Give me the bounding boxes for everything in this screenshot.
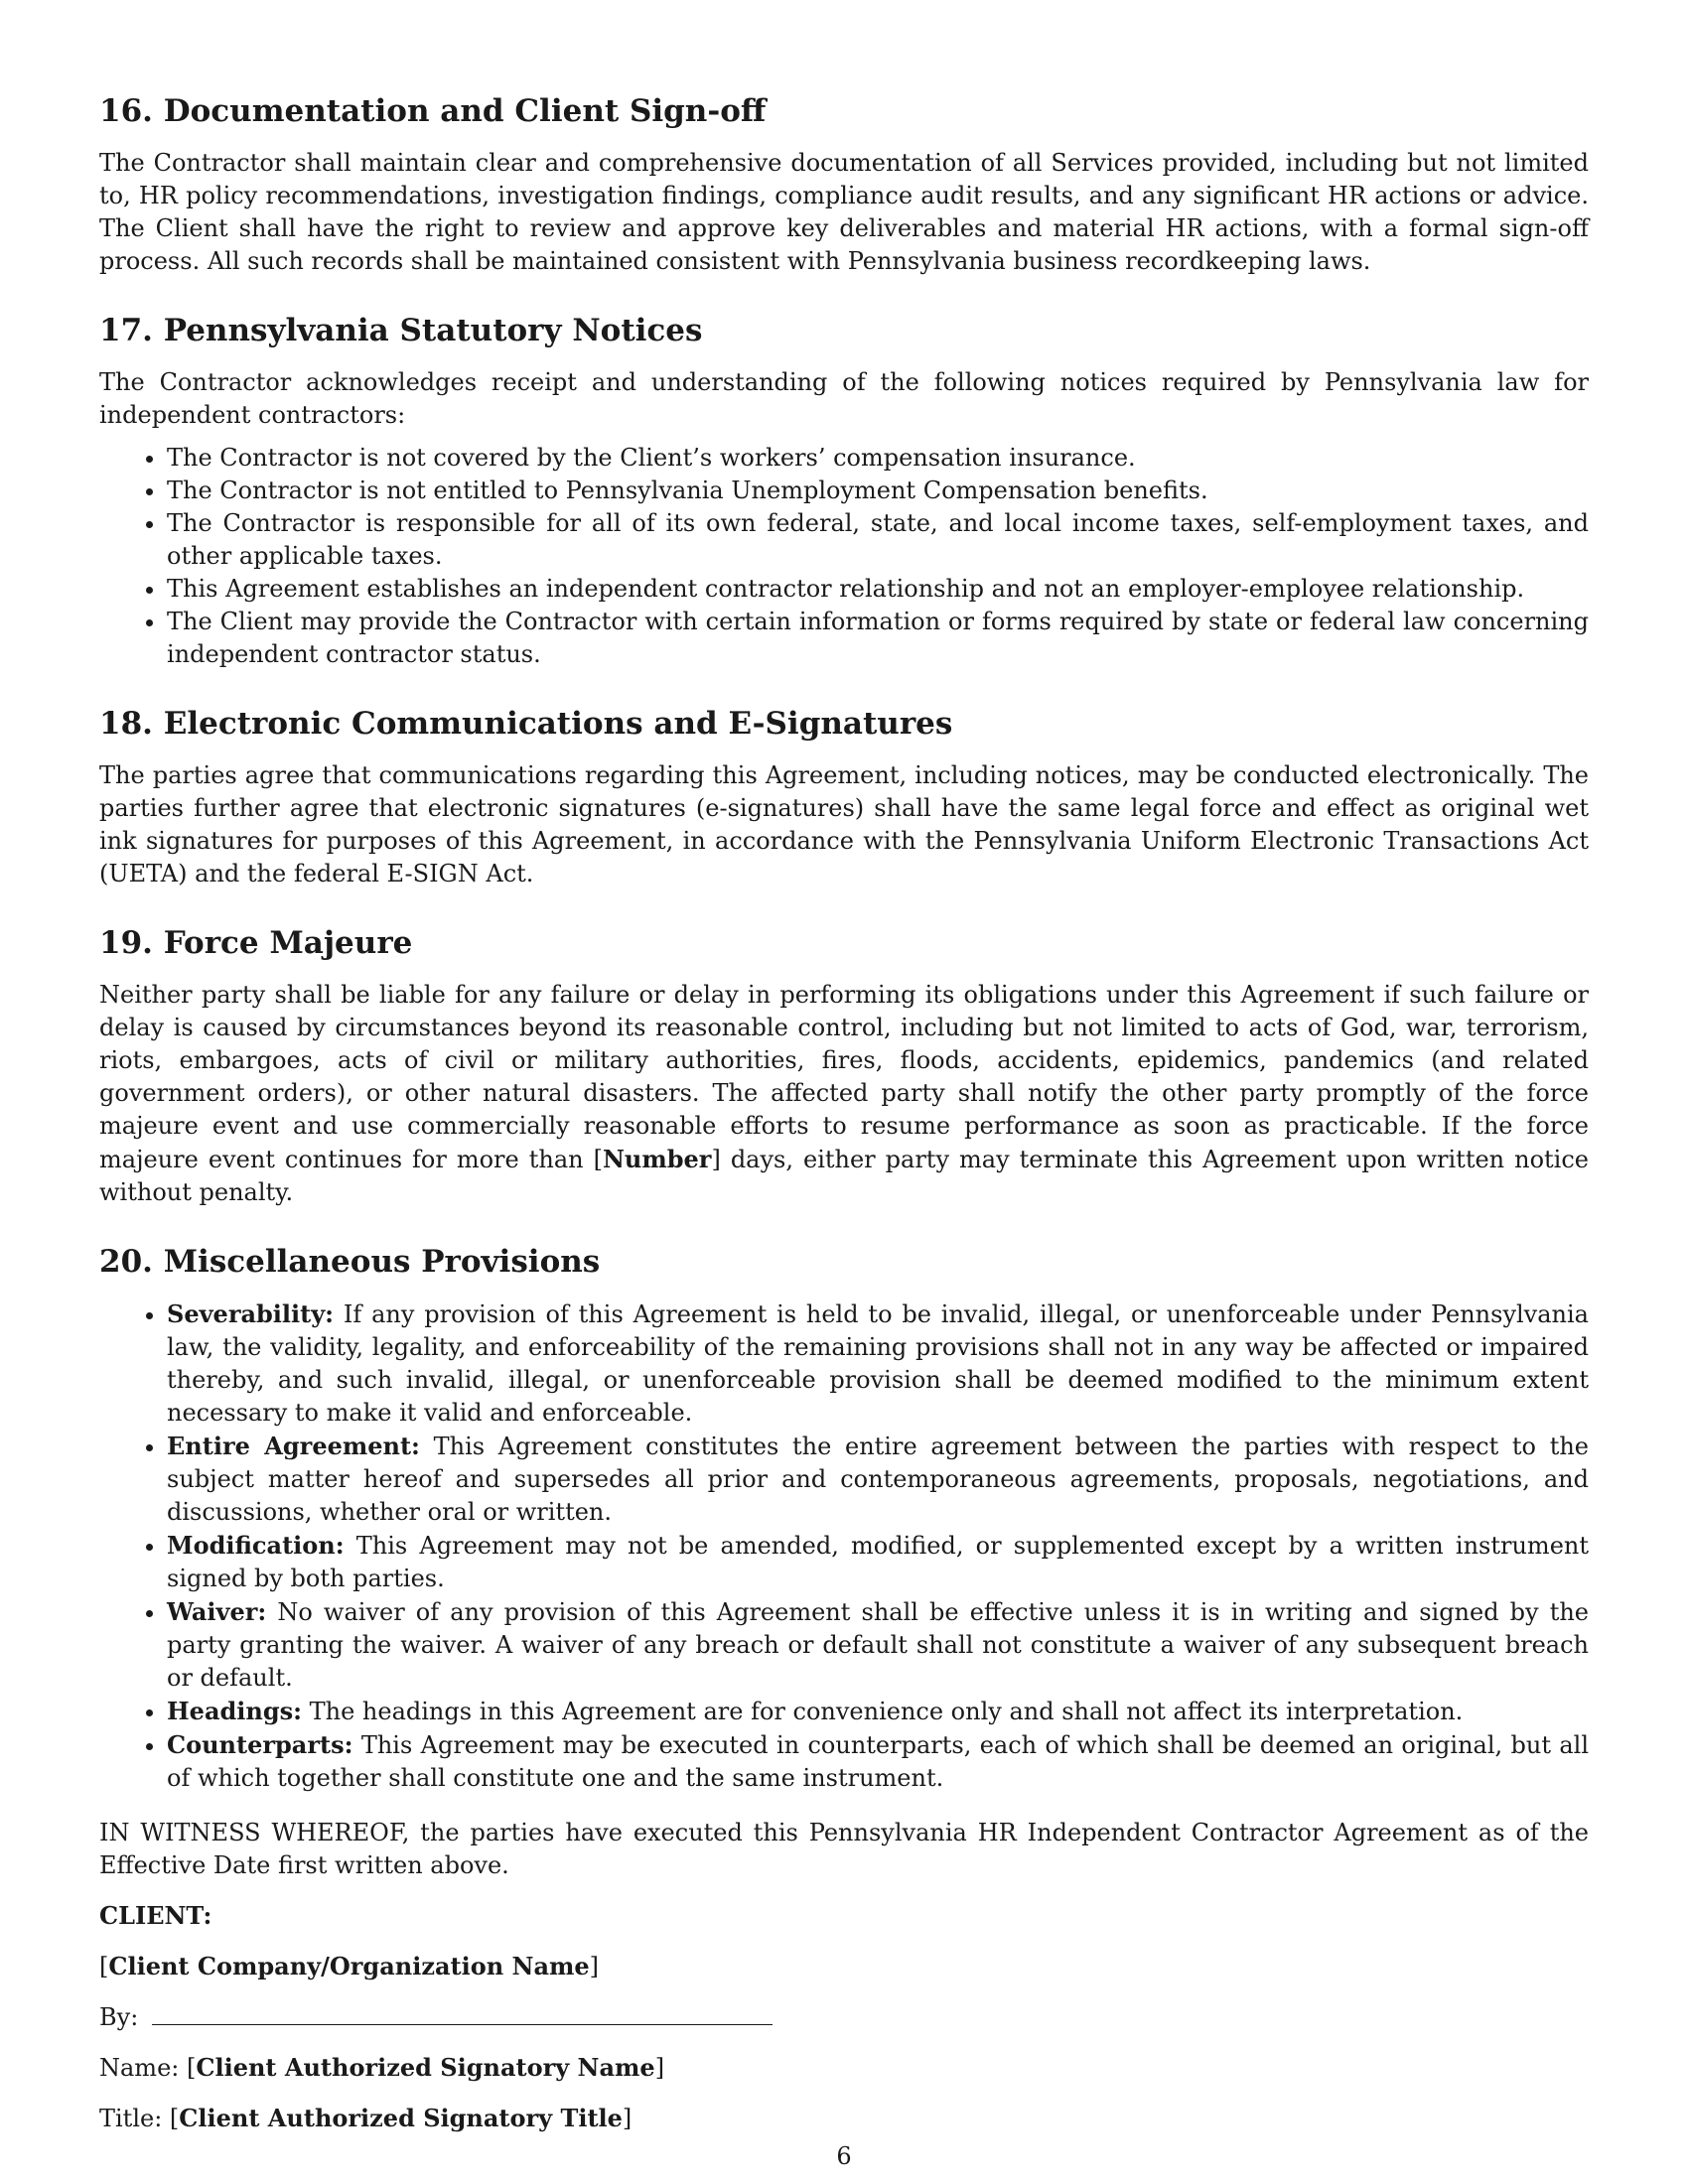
section-19: [99, 923, 1589, 1209]
item-label: Waiver:: [167, 1597, 267, 1626]
section-paragraph: The parties agree that communications regarding this Agreement, including notices, may be conducted electronically. The parties further agree that electronic signatures (e-signatures) shall have the same legal force and effect as original wet ink signatures for purposes of this Agreement, in accordance with the Pennsylvania Uniform Electronic Transactions Act (UETA) and the federal E-SIGN Act.: [99, 761, 1589, 887]
section-16: [99, 91, 1589, 278]
item-text: The headings in this Agreement are for convenience only and shall not affect its interpretation.: [302, 1698, 1464, 1725]
section-heading: 16. Documentation and Client Sign-off: [99, 93, 767, 129]
number-placeholder: Number: [602, 1145, 712, 1173]
list-item: • The Contractor is responsible for all of its own federal, state, and local income taxes, self-employment taxes, and other applicable taxes.: [167, 507, 1589, 573]
company-placeholder: Client Company/Organization Name: [108, 1952, 590, 1980]
list-item: [167, 1595, 1589, 1695]
list-item: [167, 1695, 1589, 1728]
paragraph-text: Neither party shall be liable for any failure or delay in performing its obligations under this Agreement if such failure or delay is caused by circumstances beyond its reasonable control, including but not limited to acts of God, war, terrorism, riots, embargoes, acts of civil or military authorities, fires, floods, accidents, epidemics, pandemics (and related government orders), or other natural disasters. The affected party shall notify the other party promptly of the force majeure event and use commercially reasonable efforts to resume performance as soon as practicable. If the force majeure event continues for more than [: [99, 981, 1589, 1173]
name-label: Name:: [99, 2054, 187, 2082]
list-item: [167, 1297, 1589, 1430]
list-item: [167, 1728, 1589, 1795]
list-item: • The Contractor is not covered by the Client’s workers’ compensation insurance.: [167, 442, 1589, 475]
section-17: [99, 311, 1589, 671]
section-20: [99, 1242, 1589, 1795]
name-placeholder: Client Authorized Signatory Name: [196, 2053, 655, 2082]
item-text: This Agreement may be executed in counterparts, each of which shall be deemed an original, but all of which together shall constitute one and the same instrument.: [167, 1731, 1589, 1792]
list-item: • The Contractor is not entitled to Pennsylvania Unemployment Compensation benefits.: [167, 475, 1589, 507]
item-text: If any provision of this Agreement is held to be invalid, illegal, or unenforceable under Pennsylvania law, the validity, legality, and enforceability of the remaining provisions shall not in any way be affected or impaired thereby, and such invalid, illegal, or unenforceable provision shall be deemed modified to the minimum extent necessary to make it valid and enforceable.: [167, 1300, 1589, 1427]
signature-by-row: [99, 2000, 1589, 2034]
notice-list: [99, 442, 1589, 671]
signature-party-label: CLIENT:: [99, 1901, 212, 1930]
item-label: Entire Agreement:: [167, 1432, 420, 1460]
provision-list: [99, 1297, 1589, 1795]
list-item: [167, 1529, 1589, 1595]
signature-title-row: Title: [Client Authorized Signatory Title]: [99, 2104, 633, 2132]
item-text: This Agreement constitutes the entire agreement between the parties with respect to the subject matter hereof and supersedes all prior and contemporaneous agreements, proposals, negotiations, and discussions, whether oral or written.: [167, 1433, 1589, 1526]
section-heading: 20. Miscellaneous Provisions: [99, 1244, 601, 1280]
item-label: Headings:: [167, 1697, 302, 1725]
section-heading: 18. Electronic Communications and E-Signatures: [99, 706, 953, 742]
section-paragraph: The Contractor acknowledges receipt and understanding of the following notices required by Pennsylvania law for independent contractors:: [99, 368, 1589, 429]
item-label: Modification:: [167, 1531, 345, 1560]
list-item: [167, 1430, 1589, 1529]
section-paragraph: The Contractor shall maintain clear and comprehensive documentation of all Services provided, including but not limited to, HR policy recommendations, investigation findings, compliance audit results, and any significant HR actions or advice. The Client shall have the right to review and approve key deliverables and material HR actions, with a formal sign-off process. All such records shall be maintained consistent with Pennsylvania business recordkeeping laws.: [99, 149, 1589, 275]
signature-company: [Client Company/Organization Name]: [99, 1952, 600, 1980]
list-item: • This Agreement establishes an independent contractor relationship and not an employer-employee relationship.: [167, 573, 1589, 606]
section-18: [99, 704, 1589, 890]
item-label: Severability:: [167, 1299, 335, 1328]
signature-name-row: Name: [Client Authorized Signatory Name]: [99, 2053, 665, 2082]
by-label: By:: [99, 2003, 139, 2031]
title-label: Title:: [99, 2105, 170, 2132]
item-text: This Agreement may not be amended, modified, or supplemented except by a written instrument signed by both parties.: [167, 1532, 1589, 1592]
section-heading: 19. Force Majeure: [99, 925, 413, 961]
section-heading: 17. Pennsylvania Statutory Notices: [99, 313, 703, 348]
item-label: Counterparts:: [167, 1730, 353, 1759]
item-text: No waiver of any provision of this Agreement shall be effective unless it is in writing and signed by the party granting the waiver. A waiver of any breach or default shall not constitute a waiver of any subsequent breach or default.: [167, 1598, 1589, 1692]
title-placeholder: Client Authorized Signatory Title: [179, 2104, 623, 2132]
section-paragraph: [99, 979, 1589, 1209]
signature-line[interactable]: [152, 2000, 773, 2025]
paragraph-text: ] days, either party may terminate this Agreement upon written notice without penalty.: [99, 1146, 1590, 1206]
witness-statement: IN WITNESS WHEREOF, the parties have executed this Pennsylvania HR Independent Contractor Agreement as of the Effective Date first written above.: [99, 1819, 1589, 1879]
list-item: • The Client may provide the Contractor with certain information or forms required by state or federal law concerning independent contractor status.: [167, 606, 1589, 671]
page-number: 6: [836, 2142, 852, 2170]
